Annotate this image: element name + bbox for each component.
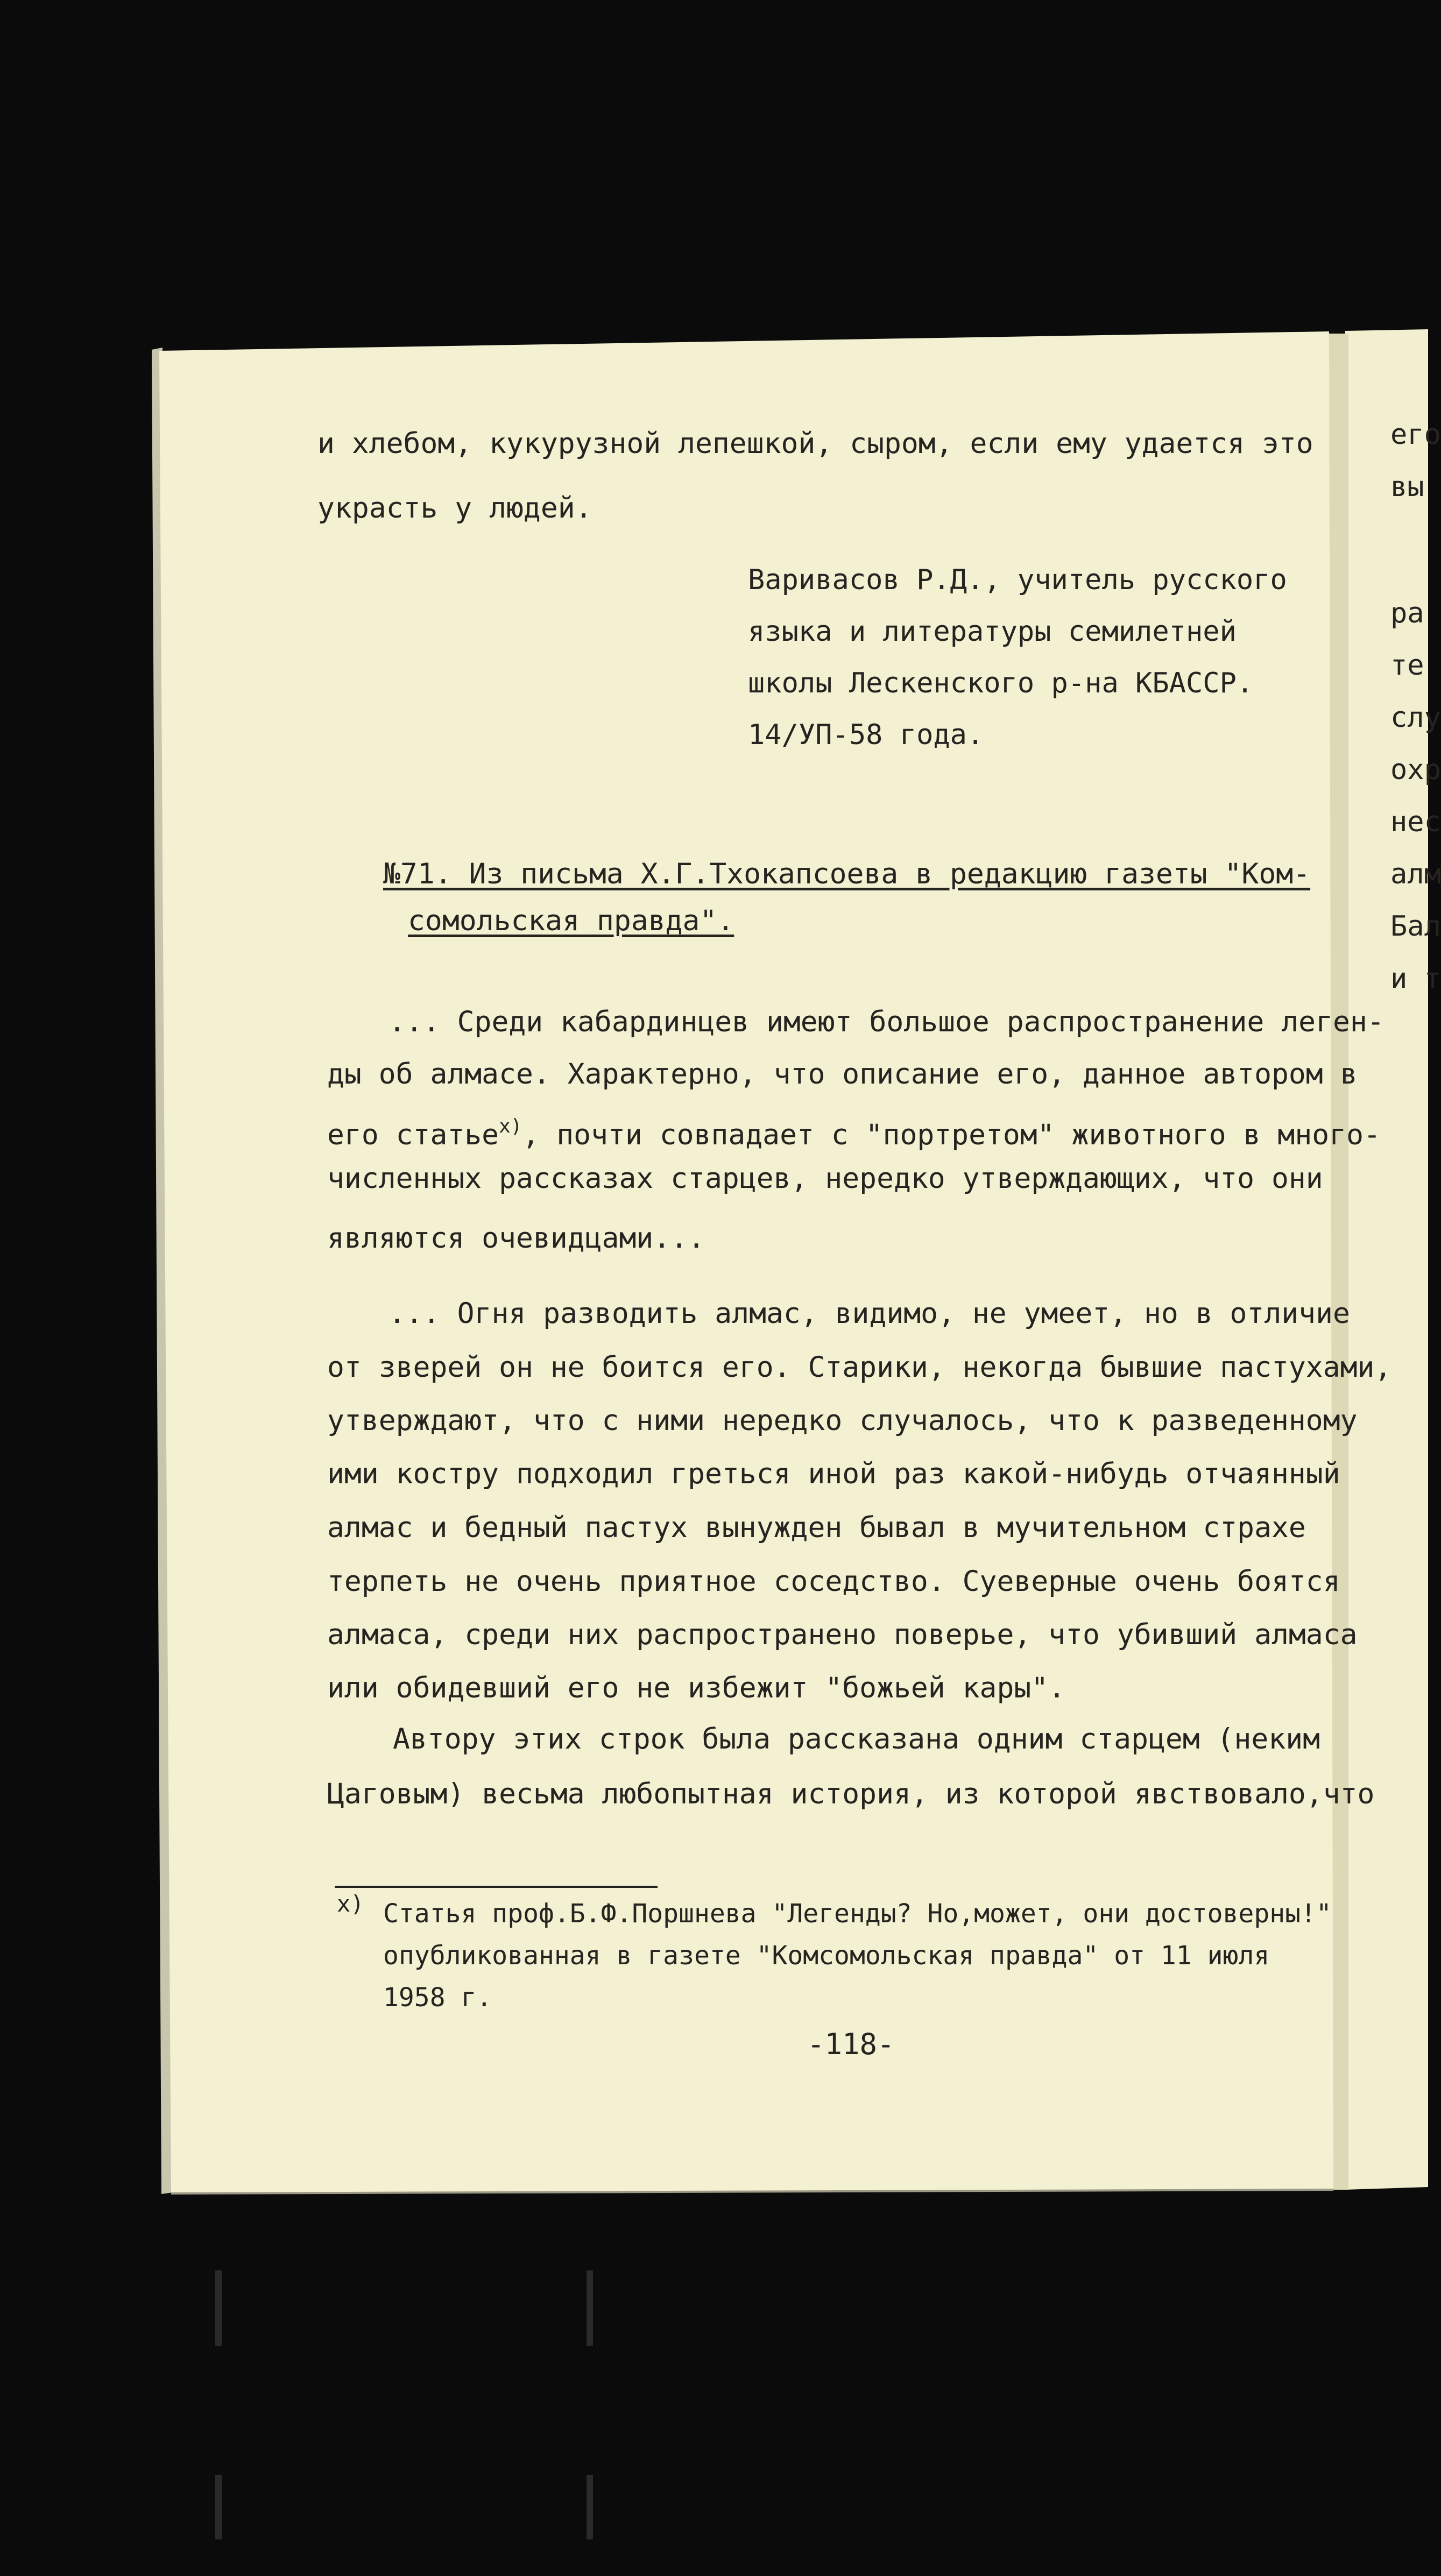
page-number: -118- bbox=[807, 2027, 895, 2061]
shelf-mark bbox=[587, 2270, 593, 2346]
next-page-fragment: вы bbox=[1390, 471, 1424, 503]
document-heading-line-2: сомольская правда". bbox=[408, 904, 734, 937]
shelf-mark bbox=[215, 2475, 222, 2539]
paragraph-1-line-3 bbox=[327, 1110, 1381, 1151]
paragraph-2-line-3: утверждают, что с ними нередко случалось, что к разведенному bbox=[327, 1404, 1358, 1437]
paragraph-2-line-2: от зверей он не боится его. Старики, некогда бывшие пастухами, bbox=[327, 1351, 1392, 1384]
paragraph-2-line-4: ими костру подходил греться иной раз какой-нибудь отчаянный bbox=[327, 1457, 1340, 1490]
paragraph-2-line-1: ... Огня разводить алмас, видимо, не умеет, но в отличие bbox=[388, 1297, 1350, 1330]
next-page-fragment: алм bbox=[1390, 858, 1441, 890]
signature-line-3: школы Лескенского р-на КБАССР. bbox=[748, 667, 1254, 699]
continuation-line-2: украсть у людей. bbox=[317, 492, 592, 525]
next-page-fragment: слу bbox=[1390, 702, 1441, 734]
footnote-mark: x) bbox=[337, 1891, 364, 1917]
paragraph-3-line-2: Цаговым) весьма любопытная история, из которой явствовало,что bbox=[327, 1778, 1375, 1810]
paragraph-1-line-4: численных рассказах старцев, нередко утверждающих, что они bbox=[327, 1162, 1323, 1195]
signature-line-1: Варивасов Р.Д., учитель русского bbox=[748, 564, 1287, 596]
next-page-fragment: те bbox=[1390, 649, 1424, 682]
paragraph-2-line-7: алмаса, среди них распространено поверье, что убивший алмаса bbox=[327, 1618, 1358, 1651]
next-page-fragment: нес bbox=[1390, 806, 1441, 838]
footnote-line-2: опубликованная в газете "Комсомольская правда" от 11 июля bbox=[383, 1941, 1270, 1971]
paragraph-2-line-5: алмас и бедный пастух вынужден бывал в мучительном страхе bbox=[327, 1511, 1306, 1544]
footnote-line-1: Статья проф.Б.Ф.Поршнева "Легенды? Но,может, они достоверны!" bbox=[383, 1899, 1332, 1929]
signature-line-4: 14/УП-58 года. bbox=[748, 719, 984, 751]
paragraph-2-line-8: или обидевший его не избежит "божьей кары". bbox=[327, 1672, 1066, 1704]
paragraph-1-line-5: являются очевидцами... bbox=[327, 1222, 705, 1255]
shelf-mark bbox=[587, 2475, 593, 2539]
signature-block bbox=[748, 554, 1287, 761]
next-page-fragment: и т bbox=[1390, 963, 1441, 995]
shelf-mark bbox=[215, 2270, 222, 2346]
next-page-fragment: охр bbox=[1390, 754, 1441, 786]
paragraph-1-line-1: ... Среди кабардинцев имеют большое распространение леген- bbox=[388, 1006, 1385, 1038]
next-page-fragment: ра bbox=[1390, 597, 1424, 629]
continuation-line-1: и хлебом, кукурузной лепешкой, сыром, если ему удается это bbox=[317, 427, 1313, 460]
footnote-block bbox=[383, 1893, 1332, 2019]
paragraph-3-line-1: Автору этих строк была рассказана одним старцем (неким bbox=[393, 1723, 1320, 1756]
document-heading-line-1: №71. Из письма Х.Г.Тхокапсоева в редакцию газеты "Ком- bbox=[383, 858, 1311, 890]
paragraph-1-line-3-start: его статье bbox=[327, 1119, 499, 1151]
footnote-line-3: 1958 г. bbox=[383, 1983, 492, 2013]
footnote-reference-mark: x) bbox=[499, 1115, 522, 1137]
signature-line-2: языка и литературы семилетней bbox=[748, 615, 1237, 648]
next-page-fragment: Бал bbox=[1390, 910, 1441, 943]
paragraph-2-line-6: терпеть не очень приятное соседство. Суеверные очень боятся bbox=[327, 1565, 1340, 1598]
next-page-fragment: его bbox=[1390, 419, 1441, 451]
paragraph-1-line-3-end: , почти совпадает с "портретом" животного в много- bbox=[522, 1119, 1381, 1151]
paragraph-1-line-2: ды об алмасе. Характерно, что описание его, данное автором в bbox=[327, 1058, 1358, 1091]
